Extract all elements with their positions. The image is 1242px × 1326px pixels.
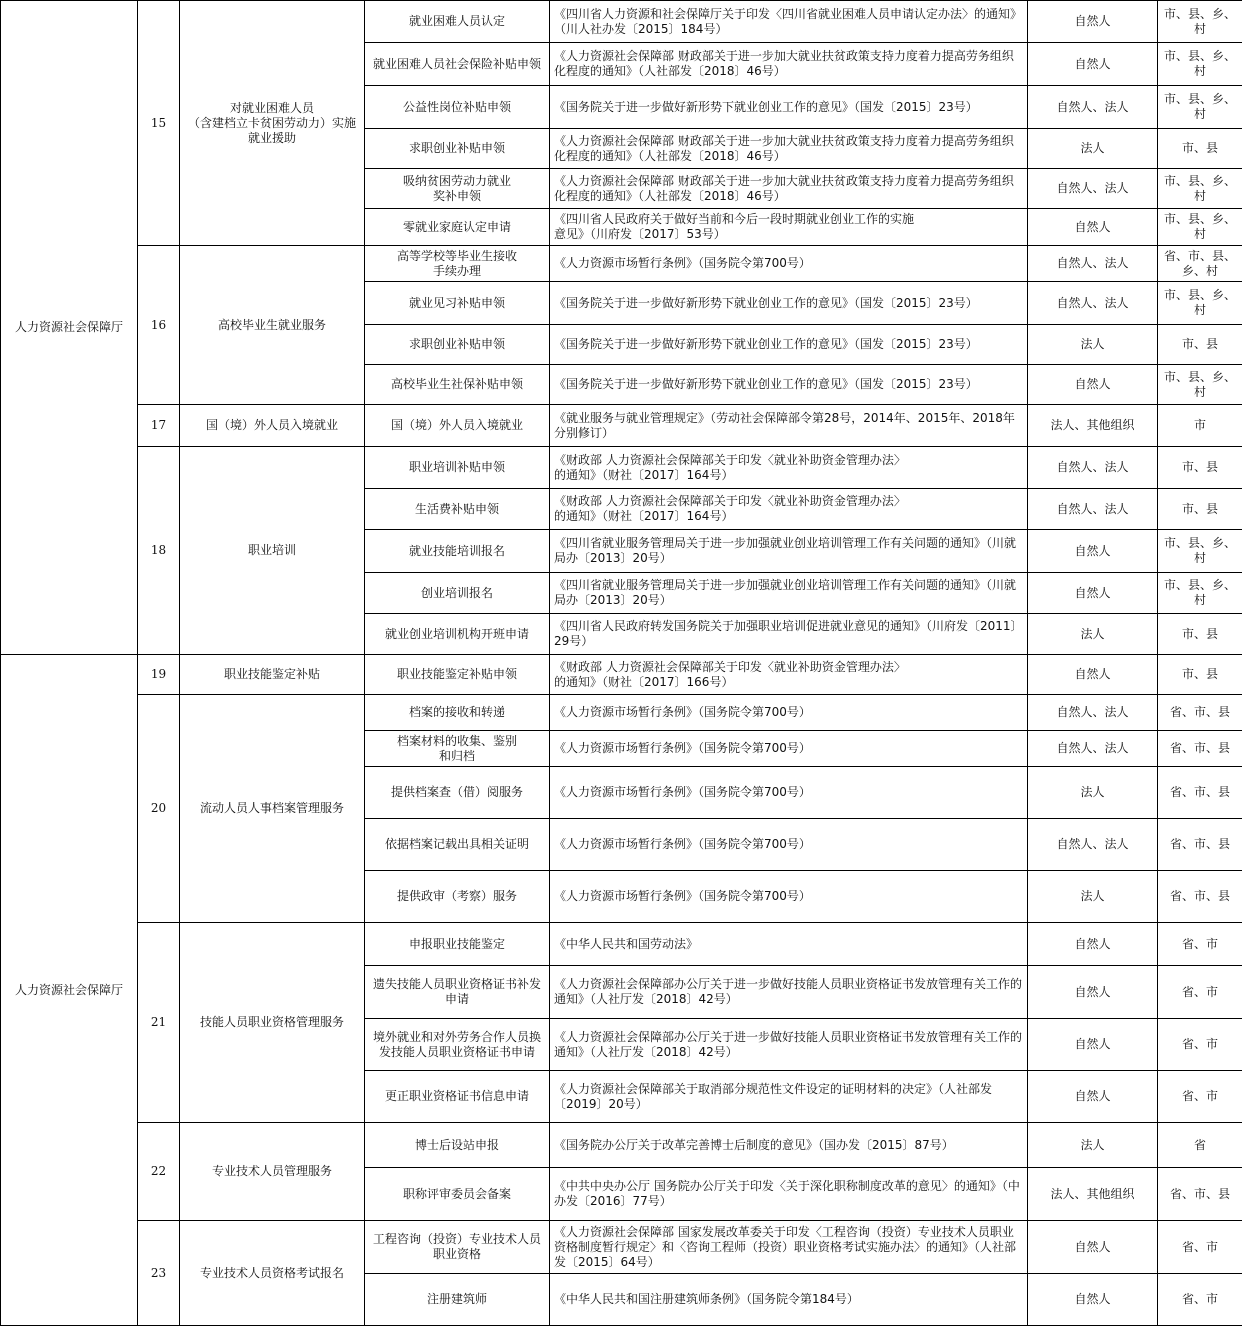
target-cell: 自然人 bbox=[1028, 1071, 1158, 1123]
basis-cell: 《人力资源社会保障部关于取消部分规范性文件设定的证明材料的决定》（人社部发〔2019〕20号） bbox=[550, 1071, 1028, 1123]
level-cell: 市、县 bbox=[1158, 655, 1242, 695]
sub-item-cell: 国（境）外人员入境就业 bbox=[365, 405, 550, 447]
sub-item-cell: 吸纳贫困劳动力就业 奖补申领 bbox=[365, 169, 550, 209]
table-row bbox=[1, 655, 1242, 695]
table-row bbox=[1, 1123, 1242, 1168]
level-cell: 市、县、乡、村 bbox=[1158, 1, 1242, 43]
sub-item-cell: 提供档案查（借）阅服务 bbox=[365, 767, 550, 819]
sub-item-cell: 生活费补贴申领 bbox=[365, 489, 550, 530]
sub-item-cell: 档案材料的收集、鉴别 和归档 bbox=[365, 731, 550, 767]
basis-cell: 《人力资源社会保障部 财政部关于进一步加大就业扶贫政策支持力度着力提高劳务组织化程度的通知》（人社部发〔2018〕46号） bbox=[550, 129, 1028, 169]
item-name-cell: 专业技术人员管理服务 bbox=[180, 1123, 365, 1221]
level-cell: 市、县、乡、村 bbox=[1158, 169, 1242, 209]
basis-cell: 《四川省就业服务管理局关于进一步加强就业创业培训管理工作有关问题的通知》（川就局办〔2013〕20号） bbox=[550, 530, 1028, 573]
level-cell: 市、县、乡、村 bbox=[1158, 43, 1242, 86]
level-cell: 省、市、县、乡、村 bbox=[1158, 246, 1242, 282]
target-cell: 自然人、法人 bbox=[1028, 246, 1158, 282]
sub-item-cell: 境外就业和对外劳务合作人员换发技能人员职业资格证书申请 bbox=[365, 1019, 550, 1071]
sub-item-cell: 申报职业技能鉴定 bbox=[365, 923, 550, 966]
sub-item-cell: 高等学校等毕业生接收 手续办理 bbox=[365, 246, 550, 282]
target-cell: 自然人、法人 bbox=[1028, 819, 1158, 871]
sub-item-cell: 依据档案记载出具相关证明 bbox=[365, 819, 550, 871]
target-cell: 自然人 bbox=[1028, 966, 1158, 1019]
item-name-cell: 高校毕业生就业服务 bbox=[180, 246, 365, 405]
level-cell: 省 bbox=[1158, 1123, 1242, 1168]
basis-cell: 《就业服务与就业管理规定》（劳动社会保障部令第28号，2014年、2015年、2018年分别修订） bbox=[550, 405, 1028, 447]
sub-item-cell: 就业困难人员认定 bbox=[365, 1, 550, 43]
item-name-cell: 对就业困难人员 （含建档立卡贫困劳动力）实施就业援助 bbox=[180, 1, 365, 246]
level-cell: 市、县 bbox=[1158, 447, 1242, 489]
sub-item-cell: 工程咨询（投资）专业技术人员职业资格 bbox=[365, 1221, 550, 1274]
basis-cell: 《国务院关于进一步做好新形势下就业创业工作的意见》（国发〔2015〕23号） bbox=[550, 325, 1028, 365]
target-cell: 自然人、法人 bbox=[1028, 489, 1158, 530]
table-row bbox=[1, 1221, 1242, 1274]
basis-cell: 《四川省人民政府关于做好当前和今后一段时期就业创业工作的实施 意见》（川府发〔2017〕53号） bbox=[550, 209, 1028, 246]
basis-cell: 《中共中央办公厅 国务院办公厅关于印发〈关于深化职称制度改革的意见〉的通知》（中办发〔2016〕77号） bbox=[550, 1168, 1028, 1221]
basis-cell: 《人力资源社会保障部 财政部关于进一步加大就业扶贫政策支持力度着力提高劳务组织化程度的通知》（人社部发〔2018〕46号） bbox=[550, 169, 1028, 209]
item-number-cell: 19 bbox=[138, 655, 180, 695]
level-cell: 省、市 bbox=[1158, 1071, 1242, 1123]
level-cell: 省、市 bbox=[1158, 923, 1242, 966]
item-name-cell: 流动人员人事档案管理服务 bbox=[180, 695, 365, 923]
level-cell: 省、市、县 bbox=[1158, 871, 1242, 923]
level-cell: 省、市、县 bbox=[1158, 731, 1242, 767]
target-cell: 自然人、法人 bbox=[1028, 731, 1158, 767]
target-cell: 法人 bbox=[1028, 1123, 1158, 1168]
target-cell: 自然人 bbox=[1028, 209, 1158, 246]
item-number-cell: 18 bbox=[138, 447, 180, 655]
sub-item-cell: 职业技能鉴定补贴申领 bbox=[365, 655, 550, 695]
basis-cell: 《人力资源市场暂行条例》（国务院令第700号） bbox=[550, 871, 1028, 923]
level-cell: 省、市 bbox=[1158, 1019, 1242, 1071]
sub-item-cell: 高校毕业生社保补贴申领 bbox=[365, 365, 550, 405]
sub-item-cell: 遗失技能人员职业资格证书补发申请 bbox=[365, 966, 550, 1019]
basis-cell: 《国务院关于进一步做好新形势下就业创业工作的意见》（国发〔2015〕23号） bbox=[550, 86, 1028, 129]
item-number-cell: 22 bbox=[138, 1123, 180, 1221]
sub-item-cell: 就业困难人员社会保险补贴申领 bbox=[365, 43, 550, 86]
target-cell: 自然人 bbox=[1028, 43, 1158, 86]
target-cell: 法人 bbox=[1028, 325, 1158, 365]
table-row bbox=[1, 1, 1242, 43]
target-cell: 自然人 bbox=[1028, 1221, 1158, 1274]
sub-item-cell: 职业培训补贴申领 bbox=[365, 447, 550, 489]
level-cell: 市、县 bbox=[1158, 325, 1242, 365]
sub-item-cell: 更正职业资格证书信息申请 bbox=[365, 1071, 550, 1123]
target-cell: 法人、其他组织 bbox=[1028, 405, 1158, 447]
level-cell: 市、县、乡、村 bbox=[1158, 86, 1242, 129]
level-cell: 省、市、县 bbox=[1158, 1168, 1242, 1221]
sub-item-cell: 创业培训报名 bbox=[365, 573, 550, 614]
item-name-cell: 职业技能鉴定补贴 bbox=[180, 655, 365, 695]
level-cell: 市、县、乡、村 bbox=[1158, 209, 1242, 246]
level-cell: 市 bbox=[1158, 405, 1242, 447]
target-cell: 自然人 bbox=[1028, 530, 1158, 573]
target-cell: 自然人 bbox=[1028, 1274, 1158, 1326]
level-cell: 市、县、乡、村 bbox=[1158, 573, 1242, 614]
item-number-cell: 23 bbox=[138, 1221, 180, 1326]
basis-cell: 《人力资源社会保障部 财政部关于进一步加大就业扶贫政策支持力度着力提高劳务组织化程度的通知》（人社部发〔2018〕46号） bbox=[550, 43, 1028, 86]
sub-item-cell: 提供政审（考察）服务 bbox=[365, 871, 550, 923]
item-name-cell: 职业培训 bbox=[180, 447, 365, 655]
sub-item-cell: 职称评审委员会备案 bbox=[365, 1168, 550, 1221]
level-cell: 省、市、县 bbox=[1158, 767, 1242, 819]
target-cell: 法人、其他组织 bbox=[1028, 1168, 1158, 1221]
basis-cell: 《国务院关于进一步做好新形势下就业创业工作的意见》（国发〔2015〕23号） bbox=[550, 282, 1028, 325]
basis-cell: 《人力资源社会保障部办公厅关于进一步做好技能人员职业资格证书发放管理有关工作的通知》（人社厅发〔2018〕42号） bbox=[550, 1019, 1028, 1071]
basis-cell: 《中华人民共和国注册建筑师条例》（国务院令第184号） bbox=[550, 1274, 1028, 1326]
target-cell: 自然人 bbox=[1028, 923, 1158, 966]
target-cell: 自然人、法人 bbox=[1028, 169, 1158, 209]
target-cell: 自然人 bbox=[1028, 1019, 1158, 1071]
target-cell: 自然人 bbox=[1028, 573, 1158, 614]
sub-item-cell: 求职创业补贴申领 bbox=[365, 325, 550, 365]
item-name-cell: 国（境）外人员入境就业 bbox=[180, 405, 365, 447]
sub-item-cell: 公益性岗位补贴申领 bbox=[365, 86, 550, 129]
item-number-cell: 16 bbox=[138, 246, 180, 405]
basis-cell: 《人力资源市场暂行条例》（国务院令第700号） bbox=[550, 695, 1028, 731]
table-row bbox=[1, 246, 1242, 282]
item-number-cell: 20 bbox=[138, 695, 180, 923]
sub-item-cell: 档案的接收和转递 bbox=[365, 695, 550, 731]
basis-cell: 《财政部 人力资源社会保障部关于印发〈就业补助资金管理办法〉 的通知》（财社〔2017〕166号） bbox=[550, 655, 1028, 695]
department-cell: 人力资源社会保障厅 bbox=[1, 655, 138, 1326]
target-cell: 法人 bbox=[1028, 871, 1158, 923]
target-cell: 法人 bbox=[1028, 767, 1158, 819]
basis-cell: 《人力资源社会保障部 国家发展改革委关于印发〈工程咨询（投资）专业技术人员职业资格制度暂行规定〉和〈咨询工程师（投资）职业资格考试实施办法〉的通知》（人社部发〔2015〕64号） bbox=[550, 1221, 1028, 1274]
target-cell: 自然人 bbox=[1028, 655, 1158, 695]
target-cell: 法人 bbox=[1028, 129, 1158, 169]
item-number-cell: 15 bbox=[138, 1, 180, 246]
target-cell: 自然人、法人 bbox=[1028, 695, 1158, 731]
level-cell: 市、县、乡、村 bbox=[1158, 530, 1242, 573]
level-cell: 省、市 bbox=[1158, 966, 1242, 1019]
item-number-cell: 17 bbox=[138, 405, 180, 447]
sub-item-cell: 就业创业培训机构开班申请 bbox=[365, 614, 550, 655]
table-row bbox=[1, 405, 1242, 447]
department-cell: 人力资源社会保障厅 bbox=[1, 1, 138, 655]
level-cell: 省、市、县 bbox=[1158, 819, 1242, 871]
target-cell: 自然人 bbox=[1028, 365, 1158, 405]
basis-cell: 《国务院关于进一步做好新形势下就业创业工作的意见》（国发〔2015〕23号） bbox=[550, 365, 1028, 405]
level-cell: 省、市 bbox=[1158, 1221, 1242, 1274]
basis-cell: 《人力资源市场暂行条例》（国务院令第700号） bbox=[550, 767, 1028, 819]
target-cell: 自然人、法人 bbox=[1028, 447, 1158, 489]
basis-cell: 《中华人民共和国劳动法》 bbox=[550, 923, 1028, 966]
level-cell: 市、县、乡、村 bbox=[1158, 282, 1242, 325]
basis-cell: 《四川省人民政府转发国务院关于加强职业培训促进就业意见的通知》（川府发〔2011〕29号） bbox=[550, 614, 1028, 655]
basis-cell: 《四川省就业服务管理局关于进一步加强就业创业培训管理工作有关问题的通知》（川就局办〔2013〕20号） bbox=[550, 573, 1028, 614]
basis-cell: 《人力资源市场暂行条例》（国务院令第700号） bbox=[550, 819, 1028, 871]
basis-cell: 《四川省人力资源和社会保障厅关于印发〈四川省就业困难人员申请认定办法〉的通知》（川人社办发〔2015〕184号） bbox=[550, 1, 1028, 43]
level-cell: 市、县 bbox=[1158, 489, 1242, 530]
sub-item-cell: 就业见习补贴申领 bbox=[365, 282, 550, 325]
sub-item-cell: 注册建筑师 bbox=[365, 1274, 550, 1326]
level-cell: 市、县 bbox=[1158, 129, 1242, 169]
basis-cell: 《财政部 人力资源社会保障部关于印发〈就业补助资金管理办法〉 的通知》（财社〔2017〕164号） bbox=[550, 447, 1028, 489]
table-row bbox=[1, 447, 1242, 489]
sub-item-cell: 就业技能培训报名 bbox=[365, 530, 550, 573]
item-number-cell: 21 bbox=[138, 923, 180, 1123]
basis-cell: 《国务院办公厅关于改革完善博士后制度的意见》（国办发〔2015〕87号） bbox=[550, 1123, 1028, 1168]
item-name-cell: 专业技术人员资格考试报名 bbox=[180, 1221, 365, 1326]
target-cell: 法人 bbox=[1028, 614, 1158, 655]
basis-cell: 《人力资源市场暂行条例》（国务院令第700号） bbox=[550, 246, 1028, 282]
sub-item-cell: 零就业家庭认定申请 bbox=[365, 209, 550, 246]
table-row bbox=[1, 923, 1242, 966]
level-cell: 市、县、乡、村 bbox=[1158, 365, 1242, 405]
target-cell: 自然人 bbox=[1028, 1, 1158, 43]
level-cell: 省、市 bbox=[1158, 1274, 1242, 1326]
basis-cell: 《人力资源市场暂行条例》（国务院令第700号） bbox=[550, 731, 1028, 767]
basis-cell: 《人力资源社会保障部办公厅关于进一步做好技能人员职业资格证书发放管理有关工作的通知》（人社厅发〔2018〕42号） bbox=[550, 966, 1028, 1019]
target-cell: 自然人、法人 bbox=[1028, 282, 1158, 325]
target-cell: 自然人、法人 bbox=[1028, 86, 1158, 129]
level-cell: 市、县 bbox=[1158, 614, 1242, 655]
sub-item-cell: 博士后设站申报 bbox=[365, 1123, 550, 1168]
sub-item-cell: 求职创业补贴申领 bbox=[365, 129, 550, 169]
item-name-cell: 技能人员职业资格管理服务 bbox=[180, 923, 365, 1123]
basis-cell: 《财政部 人力资源社会保障部关于印发〈就业补助资金管理办法〉 的通知》（财社〔2017〕164号） bbox=[550, 489, 1028, 530]
table-row bbox=[1, 695, 1242, 731]
level-cell: 省、市、县 bbox=[1158, 695, 1242, 731]
